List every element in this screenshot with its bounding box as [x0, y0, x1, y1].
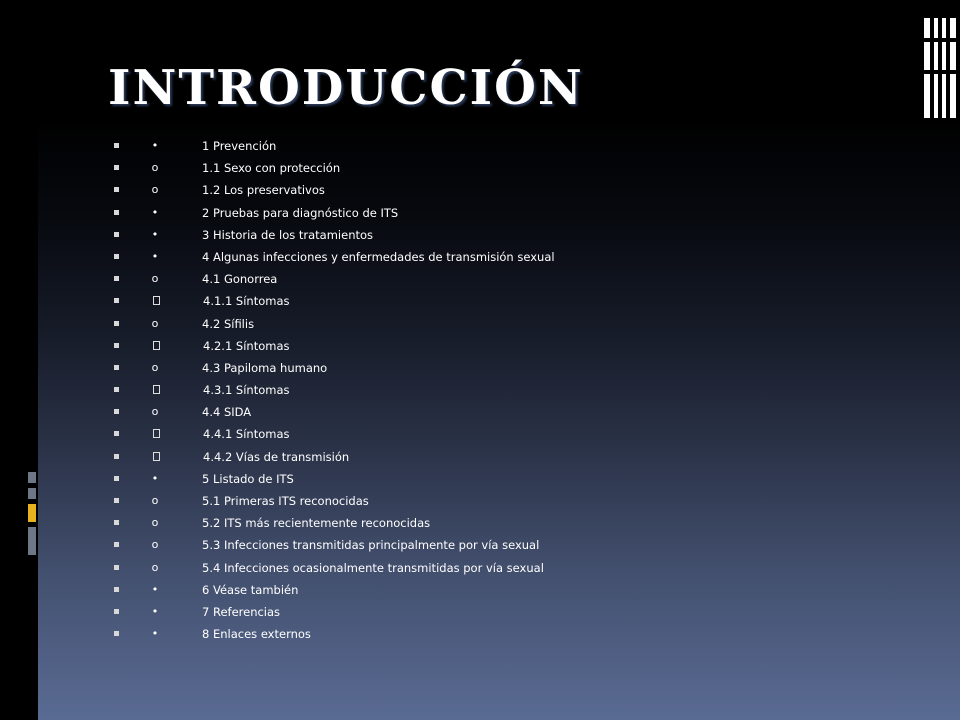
toc-item-text: 3 Historia de los tratamientos: [202, 227, 374, 242]
square-bullet-icon: [114, 232, 119, 237]
missing-glyph-icon: [153, 385, 160, 394]
toc-item-text: 5.2 ITS más recientemente reconocidas: [202, 516, 431, 531]
square-bullet-icon: [114, 631, 119, 636]
toc-item-text: 4 Algunas infecciones y enfermedades de transmisión sexual: [202, 249, 555, 264]
square-bullet-icon: [114, 454, 119, 459]
deco-gap: [924, 38, 956, 42]
toc-item-text: 4.3 Papiloma humano: [202, 360, 328, 375]
toc-item-text: 4.1 Gonorrea: [202, 272, 278, 287]
square-bullet-icon: [114, 210, 119, 215]
toc-item-text: 1.1 Sexo con protección: [202, 161, 341, 176]
deco-gap: [924, 70, 956, 74]
toc-item-text: 4.2.1 Síntomas: [203, 338, 290, 353]
bullet-circle-icon: o: [151, 560, 159, 574]
bullet-dot-icon: •: [151, 604, 159, 618]
toc-item-text: 1.2 Los preservativos: [202, 183, 325, 198]
bullet-circle-icon: o: [151, 272, 159, 286]
square-bullet-icon: [114, 165, 119, 170]
missing-glyph-icon: [153, 429, 160, 438]
square-bullet-icon: [114, 476, 119, 481]
square-bullet-icon: [114, 254, 119, 259]
square-bullet-icon: [114, 321, 119, 326]
bullet-dot-icon: •: [151, 205, 159, 219]
bullet-dot-icon: •: [151, 627, 159, 641]
accent-gray-bar: [28, 488, 36, 499]
square-bullet-icon: [114, 187, 119, 192]
toc-item-text: 4.1.1 Síntomas: [203, 294, 290, 309]
square-bullet-icon: [114, 565, 119, 570]
square-bullet-icon: [114, 276, 119, 281]
toc-item-text: 4.4.2 Vías de transmisión: [203, 449, 350, 464]
missing-glyph-icon: [153, 341, 160, 350]
accent-gray-bar: [28, 527, 36, 555]
toc-item-text: 6 Véase también: [202, 582, 299, 597]
square-bullet-icon: [114, 387, 119, 392]
toc-item-text: 4.2 Sífilis: [202, 316, 255, 331]
toc-item-text: 7 Referencias: [202, 604, 281, 619]
deco-bar: [934, 18, 938, 118]
square-bullet-icon: [114, 587, 119, 592]
bullet-dot-icon: •: [151, 249, 159, 263]
bullet-circle-icon: o: [151, 360, 159, 374]
square-bullet-icon: [114, 298, 119, 303]
left-accent-bars: [28, 472, 36, 560]
bullet-circle-icon: o: [151, 494, 159, 507]
toc-item-text: 4.4 SIDA: [202, 405, 252, 420]
toc-item-text: 4.4.1 Síntomas: [203, 427, 290, 442]
square-bullet-icon: [114, 365, 119, 370]
toc-item-text: 1 Prevención: [202, 139, 277, 153]
square-bullet-icon: [114, 520, 119, 525]
toc-item-text: 5.3 Infecciones transmitidas principalmente por vía sexual: [202, 538, 540, 553]
deco-bar: [942, 18, 946, 118]
bullet-circle-icon: o: [151, 316, 159, 330]
toc-item-text: 2 Pruebas para diagnóstico de ITS: [202, 205, 399, 220]
toc-item-text: 5 Listado de ITS: [202, 471, 294, 486]
slide-title: INTRODUCCIÓN: [108, 60, 584, 116]
bullet-dot-icon: •: [151, 227, 159, 241]
left-strip: [0, 0, 38, 720]
toc-item-text: 4.3.1 Síntomas: [203, 383, 290, 398]
square-bullet-icon: [114, 143, 119, 148]
square-bullet-icon: [114, 498, 119, 503]
bullet-dot-icon: •: [151, 471, 159, 485]
bullet-circle-icon: o: [151, 405, 159, 419]
bullet-dot-icon: •: [151, 139, 159, 152]
square-bullet-icon: [114, 431, 119, 436]
deco-bar: [950, 18, 956, 118]
accent-yellow-bar: [28, 504, 36, 522]
deco-bar: [924, 18, 930, 118]
bullet-dot-icon: •: [151, 582, 159, 596]
square-bullet-icon: [114, 542, 119, 547]
accent-gray-bar: [28, 472, 36, 483]
toc-item-text: 5.1 Primeras ITS reconocidas: [202, 494, 369, 508]
toc-item-text: 8 Enlaces externos: [202, 627, 311, 642]
bullet-circle-icon: o: [151, 161, 159, 175]
bullet-circle-icon: o: [151, 538, 159, 552]
missing-glyph-icon: [153, 452, 160, 461]
bullet-circle-icon: o: [151, 516, 159, 530]
corner-decoration: [924, 18, 956, 118]
toc-item-text: 5.4 Infecciones ocasionalmente transmitidas por vía sexual: [202, 560, 544, 575]
square-bullet-icon: [114, 343, 119, 348]
square-bullet-icon: [114, 609, 119, 614]
square-bullet-icon: [114, 409, 119, 414]
missing-glyph-icon: [153, 296, 160, 305]
bullet-circle-icon: o: [151, 183, 159, 197]
